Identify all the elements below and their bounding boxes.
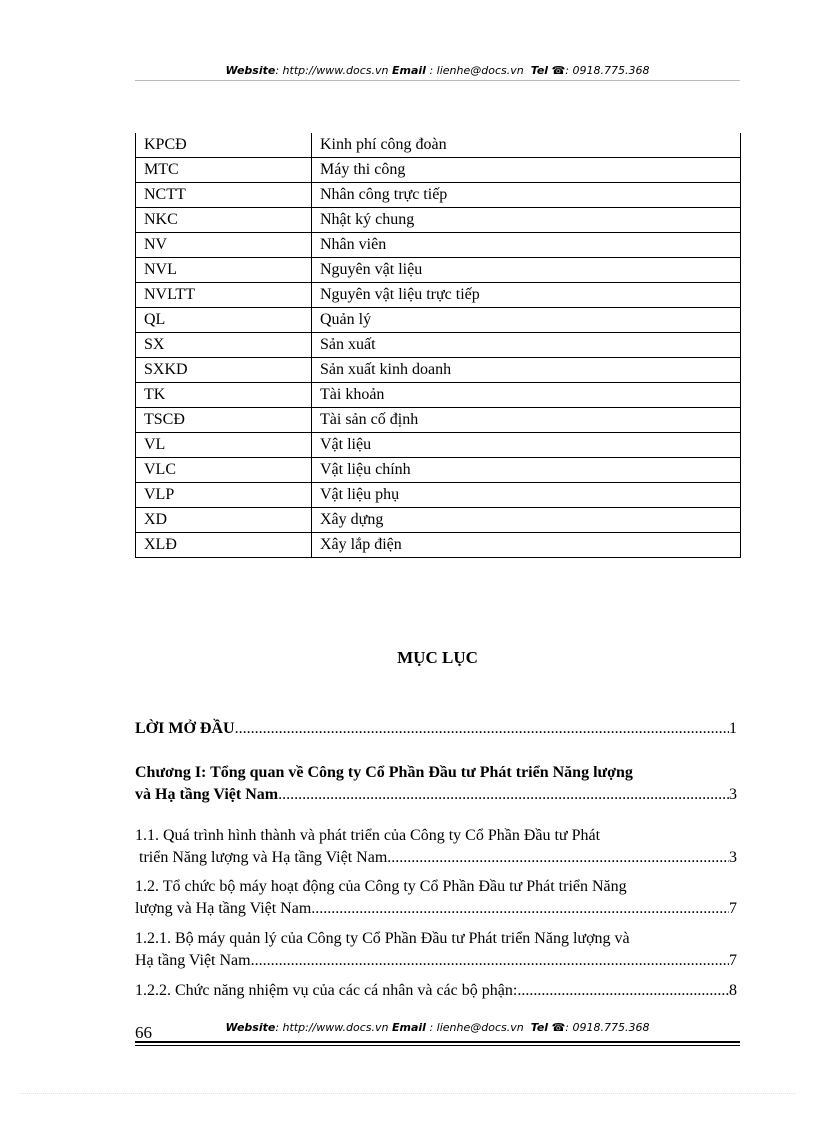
- abbr-code: SX: [136, 333, 312, 358]
- table-row: [136, 358, 741, 383]
- toc-entry-text: 1.2.2. Chức năng nhiệm vụ của các cá nhân và các bộ phận:: [135, 982, 518, 999]
- toc-title: MỤC LỤC: [397, 648, 478, 667]
- abbr-meaning: Máy thi công: [312, 158, 741, 183]
- toc-page-number: 1: [729, 720, 737, 737]
- table-row: [136, 433, 741, 458]
- email-label: Email: [392, 64, 426, 77]
- abbreviation-table: [135, 133, 741, 558]
- toc-entry-text: 1.1. Quá trình hình thành và phát triển của Công ty Cổ Phần Đầu tư Phát: [135, 827, 601, 844]
- table-row: [136, 233, 741, 258]
- website-value: : http://www.docs.vn: [275, 64, 389, 77]
- toc-entry-text-cont: triển Năng lượng và Hạ tầng Việt Nam: [139, 849, 388, 866]
- table-row: [136, 208, 741, 233]
- abbr-code: VLC: [136, 458, 312, 483]
- table-row: [136, 483, 741, 508]
- toc-page-number: 3: [729, 849, 737, 866]
- toc-leader-dots: [311, 898, 729, 920]
- abbr-code: TSCĐ: [136, 408, 312, 433]
- tel-value: : 0918.775.368: [565, 1021, 650, 1034]
- abbr-code: NV: [136, 233, 312, 258]
- table-row: [136, 308, 741, 333]
- abbr-code: NCTT: [136, 183, 312, 208]
- telephone-icon: ☎: [551, 1021, 566, 1034]
- email-label: Email: [392, 1021, 426, 1034]
- toc-entry-text-cont: Hạ tầng Việt Nam.: [135, 952, 255, 969]
- table-row: [136, 183, 741, 208]
- toc-page-number: 8: [729, 982, 737, 999]
- abbr-code: VLP: [136, 483, 312, 508]
- tel-label: Tel: [530, 64, 549, 77]
- abbr-meaning: Vật liệu phụ: [312, 483, 741, 508]
- abbr-meaning: Kinh phí công đoàn: [312, 133, 741, 158]
- abbr-code: VL: [136, 433, 312, 458]
- toc-leader-dots: [235, 718, 729, 740]
- toc-entry-chapter-1[interactable]: [135, 762, 737, 806]
- table-row: [136, 158, 741, 183]
- abbr-meaning: Quản lý: [312, 308, 741, 333]
- abbr-meaning: Tài sản cố định: [312, 408, 741, 433]
- toc-entry-intro[interactable]: [135, 718, 737, 740]
- page-number: 66: [135, 1023, 152, 1042]
- toc-page-number: 7: [729, 900, 737, 917]
- abbr-meaning: Sản xuất kinh doanh: [312, 358, 741, 383]
- toc-entry-text: Chương I: Tổng quan về Công ty Cổ Phần Đầu tư Phát triển Năng lượng: [135, 764, 633, 781]
- abbr-code: NKC: [136, 208, 312, 233]
- website-label: Website: [225, 64, 276, 77]
- toc-leader-dots: [387, 847, 729, 869]
- footer-rule-thick: [135, 1041, 740, 1043]
- abbr-meaning: Tài khoản: [312, 383, 741, 408]
- abbr-meaning: Nhật ký chung: [312, 208, 741, 233]
- page-header: [135, 64, 740, 77]
- toc-entry-text: 1.2. Tổ chức bộ máy hoạt động của Công ty Cổ Phần Đầu tư Phát triển Năng: [135, 878, 627, 895]
- page-bottom-divider: [20, 1093, 796, 1094]
- abbr-code: KPCĐ: [136, 133, 312, 158]
- toc-entry-text: LỜI MỞ ĐẦU: [135, 720, 235, 737]
- toc-leader-dots: [517, 980, 729, 1002]
- table-row: [136, 508, 741, 533]
- toc-entry-1-1[interactable]: [135, 825, 737, 869]
- table-row: [136, 258, 741, 283]
- footer-rule-thin: [135, 1045, 740, 1046]
- abbr-meaning: Nguyên vật liệu: [312, 258, 741, 283]
- table-row: [136, 408, 741, 433]
- page-footer: [135, 1021, 740, 1034]
- abbr-meaning: Vật liệu chính: [312, 458, 741, 483]
- toc-leader-dots: [255, 950, 729, 972]
- header-divider: [135, 80, 740, 81]
- toc-entry-1-2-2[interactable]: [135, 980, 737, 1002]
- abbr-meaning: Nhân viên: [312, 233, 741, 258]
- email-value: : lienhe@docs.vn: [425, 64, 524, 77]
- table-row: [136, 533, 741, 558]
- toc-entry-text-cont: lượng và Hạ tầng Việt Nam: [135, 900, 312, 917]
- table-row: [136, 383, 741, 408]
- toc-entry-text-cont: và Hạ tầng Việt Nam: [135, 786, 279, 803]
- toc-entry-1-2[interactable]: [135, 876, 737, 920]
- toc-page-number: 7: [729, 952, 737, 969]
- toc-entry-text: 1.2.1. Bộ máy quản lý của Công ty Cổ Phần Đầu tư Phát triển Năng lượng và: [135, 930, 630, 947]
- abbr-meaning: Sản xuất: [312, 333, 741, 358]
- website-label: Website: [225, 1021, 276, 1034]
- table-row: [136, 283, 741, 308]
- abbr-code: TK: [136, 383, 312, 408]
- abbr-meaning: Nguyên vật liệu trực tiếp: [312, 283, 741, 308]
- table-row: [136, 458, 741, 483]
- abbr-meaning: Xây lắp điện: [312, 533, 741, 558]
- abbr-meaning: Nhân công trực tiếp: [312, 183, 741, 208]
- abbr-code: NVLTT: [136, 283, 312, 308]
- website-value: : http://www.docs.vn: [275, 1021, 389, 1034]
- abbr-code: SXKD: [136, 358, 312, 383]
- abbr-code: XD: [136, 508, 312, 533]
- tel-value: : 0918.775.368: [565, 64, 650, 77]
- abbr-code: QL: [136, 308, 312, 333]
- abbr-code: XLĐ: [136, 533, 312, 558]
- abbr-meaning: Xây dựng: [312, 508, 741, 533]
- email-value: : lienhe@docs.vn: [425, 1021, 524, 1034]
- table-row: [136, 333, 741, 358]
- abbr-code: NVL: [136, 258, 312, 283]
- table-row: [136, 133, 741, 158]
- abbr-code: MTC: [136, 158, 312, 183]
- telephone-icon: ☎: [551, 64, 566, 77]
- toc-leader-dots: [278, 784, 729, 806]
- abbr-meaning: Vật liệu: [312, 433, 741, 458]
- tel-label: Tel: [530, 1021, 549, 1034]
- toc-page-number: 3: [729, 786, 737, 803]
- toc-entry-1-2-1[interactable]: [135, 928, 737, 972]
